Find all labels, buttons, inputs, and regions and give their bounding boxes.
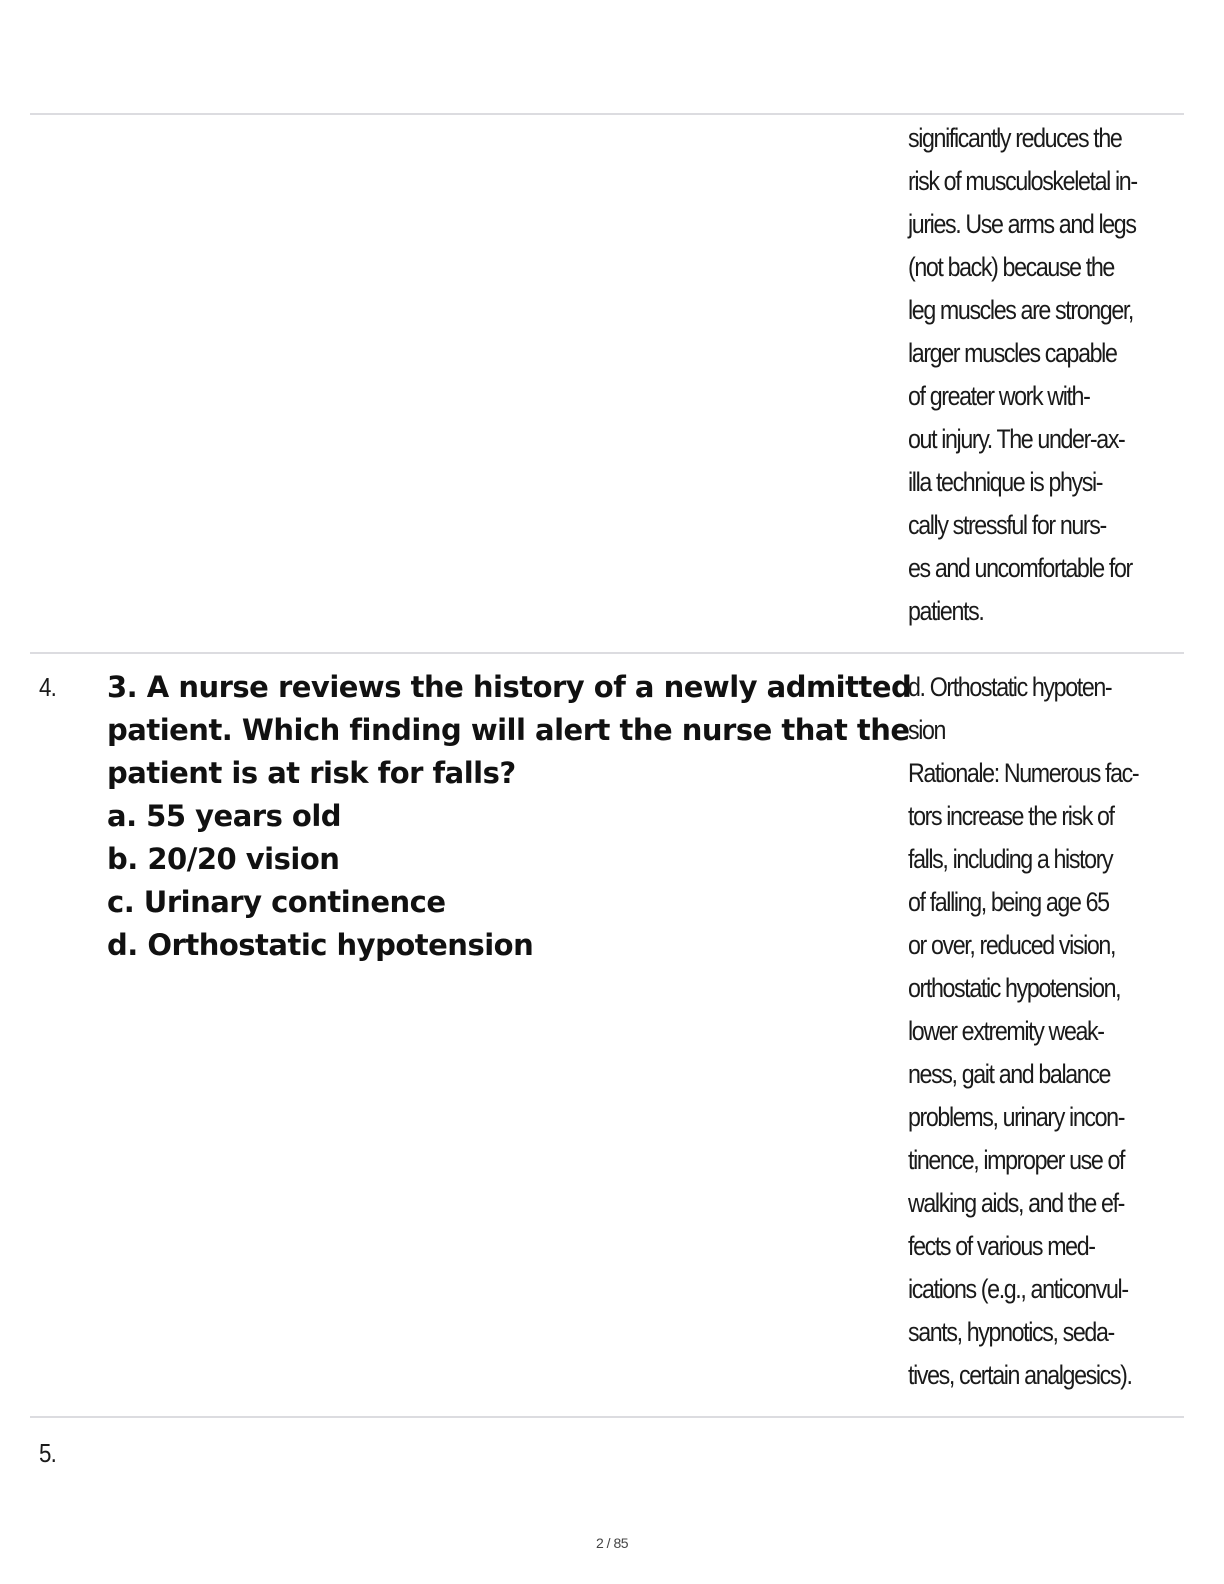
rationale-line: illa technique is physi-	[908, 467, 1103, 497]
rationale-line: orthostatic hypotension,	[908, 973, 1121, 1003]
rationale-line: falls, including a history	[908, 844, 1113, 874]
rationale-line: tives, certain analgesics).	[908, 1360, 1132, 1390]
rationale-line: cally stressful for nurs-	[908, 510, 1106, 540]
rationale-line: ness, gait and balance	[908, 1059, 1111, 1089]
rationale-line: es and uncomfortable for	[908, 553, 1132, 583]
rationale-line: walking aids, and the ef-	[908, 1188, 1125, 1218]
rationale-line: leg muscles are stronger,	[908, 295, 1134, 325]
rationale-line: of falling, being age 65	[908, 887, 1109, 917]
rationale-line: out injury. The under-ax-	[908, 424, 1125, 454]
rationale-line: larger muscles capable	[908, 338, 1117, 368]
rationale-line: lower extremity weak-	[908, 1016, 1104, 1046]
row-divider-top	[30, 113, 1184, 115]
rationale-line: patients.	[908, 596, 984, 626]
rationale-line: or over, reduced vision,	[908, 930, 1116, 960]
rationale-line: tinence, improper use of	[908, 1145, 1125, 1175]
row-number: 5.	[39, 1438, 56, 1468]
option-c: c. Urinary continence	[107, 885, 446, 919]
question-line: patient. Which finding will alert the nurse that the	[107, 713, 910, 747]
rationale-line: tors increase the risk of	[908, 801, 1114, 831]
row-divider	[30, 652, 1184, 654]
row-number: 4.	[39, 672, 56, 702]
page-indicator: 2 / 85	[595, 1535, 629, 1551]
answer-line: d. Orthostatic hypoten-	[908, 672, 1112, 702]
rationale-line: problems, urinary incon-	[908, 1102, 1125, 1132]
rationale-line: (not back) because the	[908, 252, 1114, 282]
row-divider	[30, 1416, 1184, 1418]
rationale-line: significantly reduces the	[908, 123, 1122, 153]
option-d: d. Orthostatic hypotension	[107, 928, 534, 962]
rationale-line: fects of various med-	[908, 1231, 1095, 1261]
rationale-line: Rationale: Numerous fac-	[908, 758, 1139, 788]
rationale-line: risk of musculoskeletal in-	[908, 166, 1137, 196]
option-a: a. 55 years old	[107, 799, 342, 833]
rationale-line: ications (e.g., anticonvul-	[908, 1274, 1128, 1304]
rationale-line: juries. Use arms and legs	[908, 209, 1136, 239]
rationale-line: of greater work with-	[908, 381, 1090, 411]
rationale-line: sants, hypnotics, seda-	[908, 1317, 1114, 1347]
option-b: b. 20/20 vision	[107, 842, 340, 876]
question-line: patient is at risk for falls?	[107, 756, 516, 790]
question-line: 3. A nurse reviews the history of a newly admitted	[107, 670, 912, 704]
answer-line: sion	[908, 715, 946, 745]
